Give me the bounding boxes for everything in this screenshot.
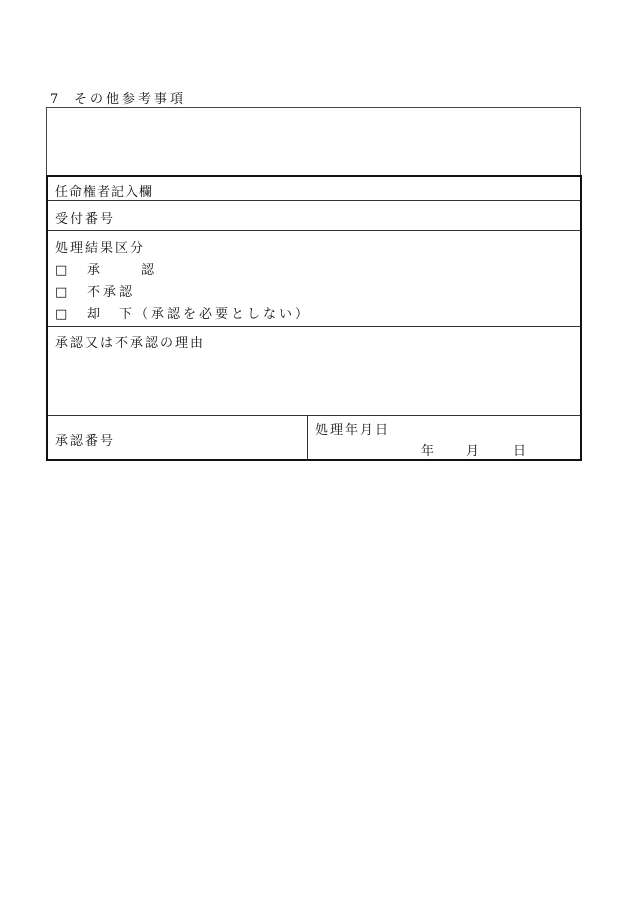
processing-result-row <box>48 231 580 327</box>
option-rejected-label: 却 下（承認を必要としない） <box>87 307 312 322</box>
checkbox-icon[interactable]: □ <box>55 307 68 322</box>
option-not-approved[interactable] <box>55 281 135 300</box>
option-approved[interactable] <box>55 259 168 278</box>
section-title: その他参考事項 <box>74 92 187 107</box>
appointing-authority-header-row <box>48 177 580 201</box>
option-not-approved-label: 不承認 <box>87 285 136 300</box>
date-month-label: 月 <box>466 444 480 459</box>
section-heading <box>50 88 186 107</box>
reason-label: 承認又は不承認の理由 <box>55 336 206 351</box>
checkbox-icon[interactable]: □ <box>55 285 68 300</box>
section-number: 7 <box>50 92 59 107</box>
approval-info-row <box>48 416 580 461</box>
date-year-label: 年 <box>421 444 435 459</box>
other-reference-input-area[interactable] <box>46 107 581 175</box>
option-approved-label: 承 認 <box>87 263 169 278</box>
receipt-number-row[interactable] <box>48 201 580 231</box>
approval-number-label: 承認番号 <box>55 434 116 449</box>
reason-row[interactable] <box>48 327 580 416</box>
date-day-label: 日 <box>513 444 527 459</box>
receipt-number-label: 受付番号 <box>55 212 116 227</box>
processing-date-cell[interactable] <box>308 416 580 461</box>
checkbox-icon[interactable]: □ <box>55 263 68 278</box>
approval-number-cell[interactable] <box>48 416 308 461</box>
processing-date-label: 処理年月日 <box>315 423 391 438</box>
appointing-authority-table <box>46 175 582 461</box>
option-rejected[interactable] <box>55 303 311 322</box>
processing-result-label: 処理結果区分 <box>55 241 146 256</box>
appointing-authority-title: 任命権者記入欄 <box>55 185 154 200</box>
